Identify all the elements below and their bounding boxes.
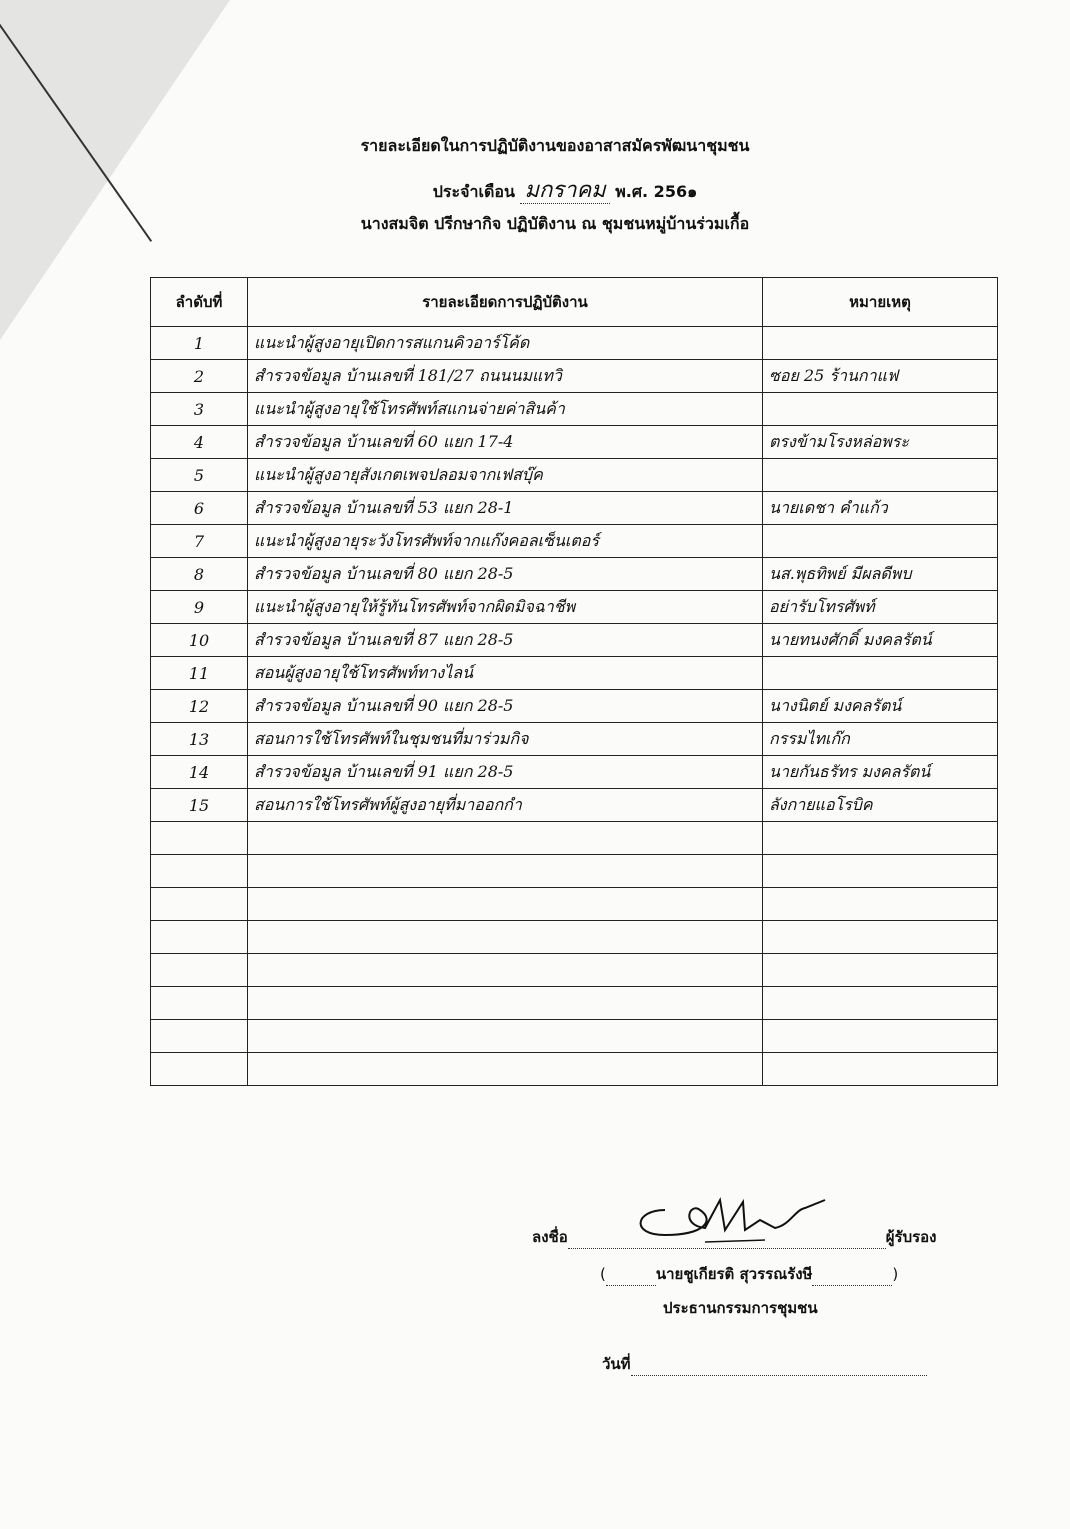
sign-line	[532, 1225, 936, 1249]
row-detail: แนะนำผู้สูงอายุใช้โทรศัพท์สแกนจ่ายค่าสินค้า	[248, 393, 763, 426]
row-detail: สำรวจข้อมูล บ้านเลขที่ 87 แยก 28-5	[248, 624, 763, 657]
row-number	[151, 1020, 248, 1053]
row-number: 9	[151, 591, 248, 624]
row-remark	[763, 525, 998, 558]
table-row	[151, 492, 998, 525]
row-remark: กรรมไทเก๊ก	[763, 723, 998, 756]
row-detail: สำรวจข้อมูล บ้านเลขที่ 53 แยก 28-1	[248, 492, 763, 525]
table-row	[151, 1020, 998, 1053]
table-row	[151, 393, 998, 426]
document-title: รายละเอียดในการปฏิบัติงานของอาสาสมัครพัฒนาชุมชน	[360, 136, 750, 155]
row-number	[151, 822, 248, 855]
row-detail: สอนการใช้โทรศัพท์ผู้สูงอายุที่มาออกกำ	[248, 789, 763, 822]
table-row	[151, 921, 998, 954]
month-label: ประจำเดือน	[432, 182, 515, 201]
year-label: พ.ศ. 256๑	[615, 182, 698, 201]
row-detail: แนะนำผู้สูงอายุให้รู้ทันโทรศัพท์จากผิดมิจฉาชีพ	[248, 591, 763, 624]
row-detail: แนะนำผู้สูงอายุเปิดการสแกนคิวอาร์โค้ด	[248, 327, 763, 360]
row-remark	[763, 657, 998, 690]
column-header-detail: รายละเอียดการปฏิบัติงาน	[248, 278, 763, 327]
table-row	[151, 1053, 998, 1086]
row-number: 3	[151, 393, 248, 426]
row-number	[151, 855, 248, 888]
row-remark	[763, 888, 998, 921]
month-value: มกราคม	[520, 178, 609, 204]
table-row	[151, 591, 998, 624]
row-detail	[248, 987, 763, 1020]
row-detail: แนะนำผู้สูงอายุระวังโทรศัพท์จากแก๊งคอลเซ็นเตอร์	[248, 525, 763, 558]
row-remark	[763, 954, 998, 987]
row-number: 12	[151, 690, 248, 723]
table-row	[151, 558, 998, 591]
column-header-no: ลำดับที่	[151, 278, 248, 327]
row-detail: สอนผู้สูงอายุใช้โทรศัพท์ทางไลน์	[248, 657, 763, 690]
row-remark: นส.พุธทิพย์ มีผลดีพบ	[763, 558, 998, 591]
row-number	[151, 888, 248, 921]
row-remark: นางนิตย์ มงคลรัตน์	[763, 690, 998, 723]
row-remark: ลังกายแอโรบิค	[763, 789, 998, 822]
row-detail: สำรวจข้อมูล บ้านเลขที่ 90 แยก 28-5	[248, 690, 763, 723]
row-number: 1	[151, 327, 248, 360]
table-header-row	[151, 278, 998, 327]
row-detail	[248, 921, 763, 954]
row-remark: นายกันธรัทร มงคลรัตน์	[763, 756, 998, 789]
row-number	[151, 1053, 248, 1086]
table-row	[151, 327, 998, 360]
row-remark	[763, 921, 998, 954]
table-row	[151, 855, 998, 888]
table-row	[151, 657, 998, 690]
row-remark	[763, 327, 998, 360]
row-remark	[763, 855, 998, 888]
row-detail	[248, 822, 763, 855]
row-remark	[763, 393, 998, 426]
table-row	[151, 888, 998, 921]
row-detail: แนะนำผู้สูงอายุสังเกตเพจปลอมจากเฟสบุ๊ค	[248, 459, 763, 492]
row-detail: สำรวจข้อมูล บ้านเลขที่ 91 แยก 28-5	[248, 756, 763, 789]
date-label: วันที่	[602, 1355, 631, 1373]
row-remark: อย่ารับโทรศัพท์	[763, 591, 998, 624]
row-remark	[763, 987, 998, 1020]
certifier-position: ประธานกรรมการชุมชน	[663, 1299, 818, 1317]
worker-line: นางสมจิต ปรีกษากิจ ปฏิบัติงาน ณ ชุมชนหมู่บ้านร่วมเกื้อ	[360, 214, 750, 233]
row-remark	[763, 459, 998, 492]
row-detail	[248, 1020, 763, 1053]
row-number: 4	[151, 426, 248, 459]
sign-label: ลงชื่อ	[532, 1228, 568, 1246]
row-number: 5	[151, 459, 248, 492]
row-number: 15	[151, 789, 248, 822]
row-detail: สอนการใช้โทรศัพท์ในชุมชนที่มาร่วมกิจ	[248, 723, 763, 756]
row-detail	[248, 888, 763, 921]
table-row	[151, 822, 998, 855]
table-row	[151, 459, 998, 492]
row-detail	[248, 855, 763, 888]
table-row	[151, 690, 998, 723]
row-number: 11	[151, 657, 248, 690]
certifier-name: นายชูเกียรติ สุวรรณรังษี	[655, 1265, 813, 1283]
row-number	[151, 987, 248, 1020]
row-detail: สำรวจข้อมูล บ้านเลขที่ 181/27 ถนนนมแทวิ	[248, 360, 763, 393]
row-number: 13	[151, 723, 248, 756]
row-number	[151, 921, 248, 954]
row-number: 6	[151, 492, 248, 525]
row-detail: สำรวจข้อมูล บ้านเลขที่ 80 แยก 28-5	[248, 558, 763, 591]
printed-name-line	[600, 1262, 898, 1286]
row-remark	[763, 822, 998, 855]
row-remark: ซอย 25 ร้านกาแฟ	[763, 360, 998, 393]
certifier-label: ผู้รับรอง	[885, 1228, 937, 1246]
row-remark: ตรงข้ามโรงหล่อพระ	[763, 426, 998, 459]
row-number: 7	[151, 525, 248, 558]
table-row	[151, 954, 998, 987]
table-row	[151, 360, 998, 393]
table-row	[151, 789, 998, 822]
open-paren: (	[600, 1265, 606, 1283]
row-remark	[763, 1053, 998, 1086]
row-remark	[763, 1020, 998, 1053]
row-detail: สำรวจข้อมูล บ้านเลขที่ 60 แยก 17-4	[248, 426, 763, 459]
activity-table	[150, 277, 998, 1086]
column-header-remark: หมายเหตุ	[763, 278, 998, 327]
table-row	[151, 987, 998, 1020]
table-row	[151, 426, 998, 459]
table-row	[151, 723, 998, 756]
month-line	[30, 172, 1070, 207]
row-number: 14	[151, 756, 248, 789]
row-detail	[248, 954, 763, 987]
row-number	[151, 954, 248, 987]
row-remark: นายทนงศักดิ์ มงคลรัตน์	[763, 624, 998, 657]
close-paren: )	[892, 1265, 899, 1283]
row-number: 10	[151, 624, 248, 657]
table-row	[151, 756, 998, 789]
row-number: 2	[151, 360, 248, 393]
row-remark: นายเดชา คำแก้ว	[763, 492, 998, 525]
date-line	[602, 1352, 927, 1376]
row-detail	[248, 1053, 763, 1086]
table-row	[151, 624, 998, 657]
table-row	[151, 525, 998, 558]
row-number: 8	[151, 558, 248, 591]
